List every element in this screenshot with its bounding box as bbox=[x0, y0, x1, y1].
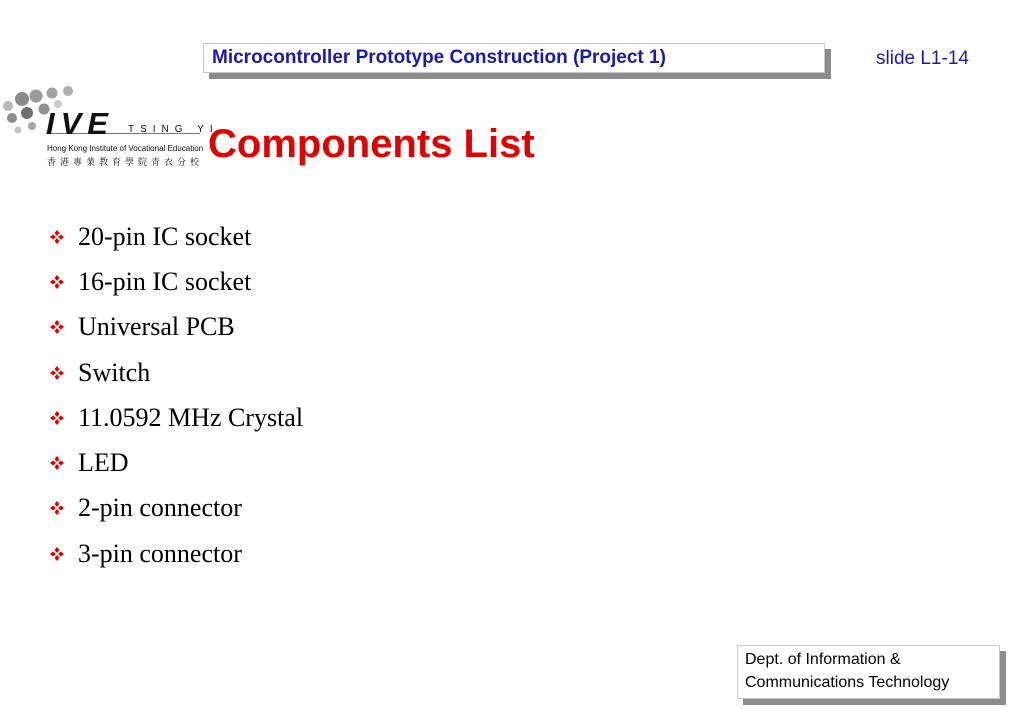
components-list bbox=[50, 214, 303, 576]
page-title: Components List bbox=[208, 122, 535, 166]
list-item bbox=[50, 305, 303, 350]
four-diamond-bullet-icon bbox=[50, 275, 64, 289]
four-diamond-bullet-icon bbox=[50, 230, 64, 244]
slide-number: slide L1-14 bbox=[876, 48, 969, 69]
four-diamond-bullet-icon bbox=[50, 547, 64, 561]
list-item-text: 11.0592 MHz Crystal bbox=[78, 402, 304, 432]
list-item-text: Switch bbox=[78, 357, 151, 387]
list-item-text: LED bbox=[78, 448, 129, 478]
logo-english-name: Hong Kong Institute of Vocational Education bbox=[47, 144, 204, 153]
logo-chinese-name: 香港專業教育學院青衣分校 bbox=[47, 158, 204, 168]
logo-campus: TSING YI bbox=[128, 124, 219, 135]
logo-brand: IVE bbox=[46, 106, 114, 141]
course-title: Microcontroller Prototype Construction (Project 1) bbox=[212, 47, 666, 68]
footer-department bbox=[737, 645, 1000, 699]
list-item bbox=[50, 486, 303, 531]
list-item-text: 3-pin connector bbox=[78, 538, 242, 568]
footer-line-2: Communications Technology bbox=[745, 674, 950, 691]
four-diamond-bullet-icon bbox=[50, 501, 64, 515]
four-diamond-bullet-icon bbox=[50, 411, 64, 425]
list-item-text: 20-pin IC socket bbox=[78, 221, 252, 251]
four-diamond-bullet-icon bbox=[50, 456, 64, 470]
footer-line-1: Dept. of Information & bbox=[745, 651, 901, 668]
list-item bbox=[50, 531, 303, 576]
list-item-text: 16-pin IC socket bbox=[78, 266, 252, 296]
list-item bbox=[50, 395, 303, 440]
list-item bbox=[50, 214, 303, 259]
list-item-text: 2-pin connector bbox=[78, 493, 242, 523]
list-item bbox=[50, 440, 303, 485]
four-diamond-bullet-icon bbox=[50, 366, 64, 380]
list-item bbox=[50, 350, 303, 395]
four-diamond-bullet-icon bbox=[50, 320, 64, 334]
header-banner bbox=[203, 43, 825, 73]
list-item bbox=[50, 259, 303, 304]
list-item-text: Universal PCB bbox=[78, 312, 235, 342]
